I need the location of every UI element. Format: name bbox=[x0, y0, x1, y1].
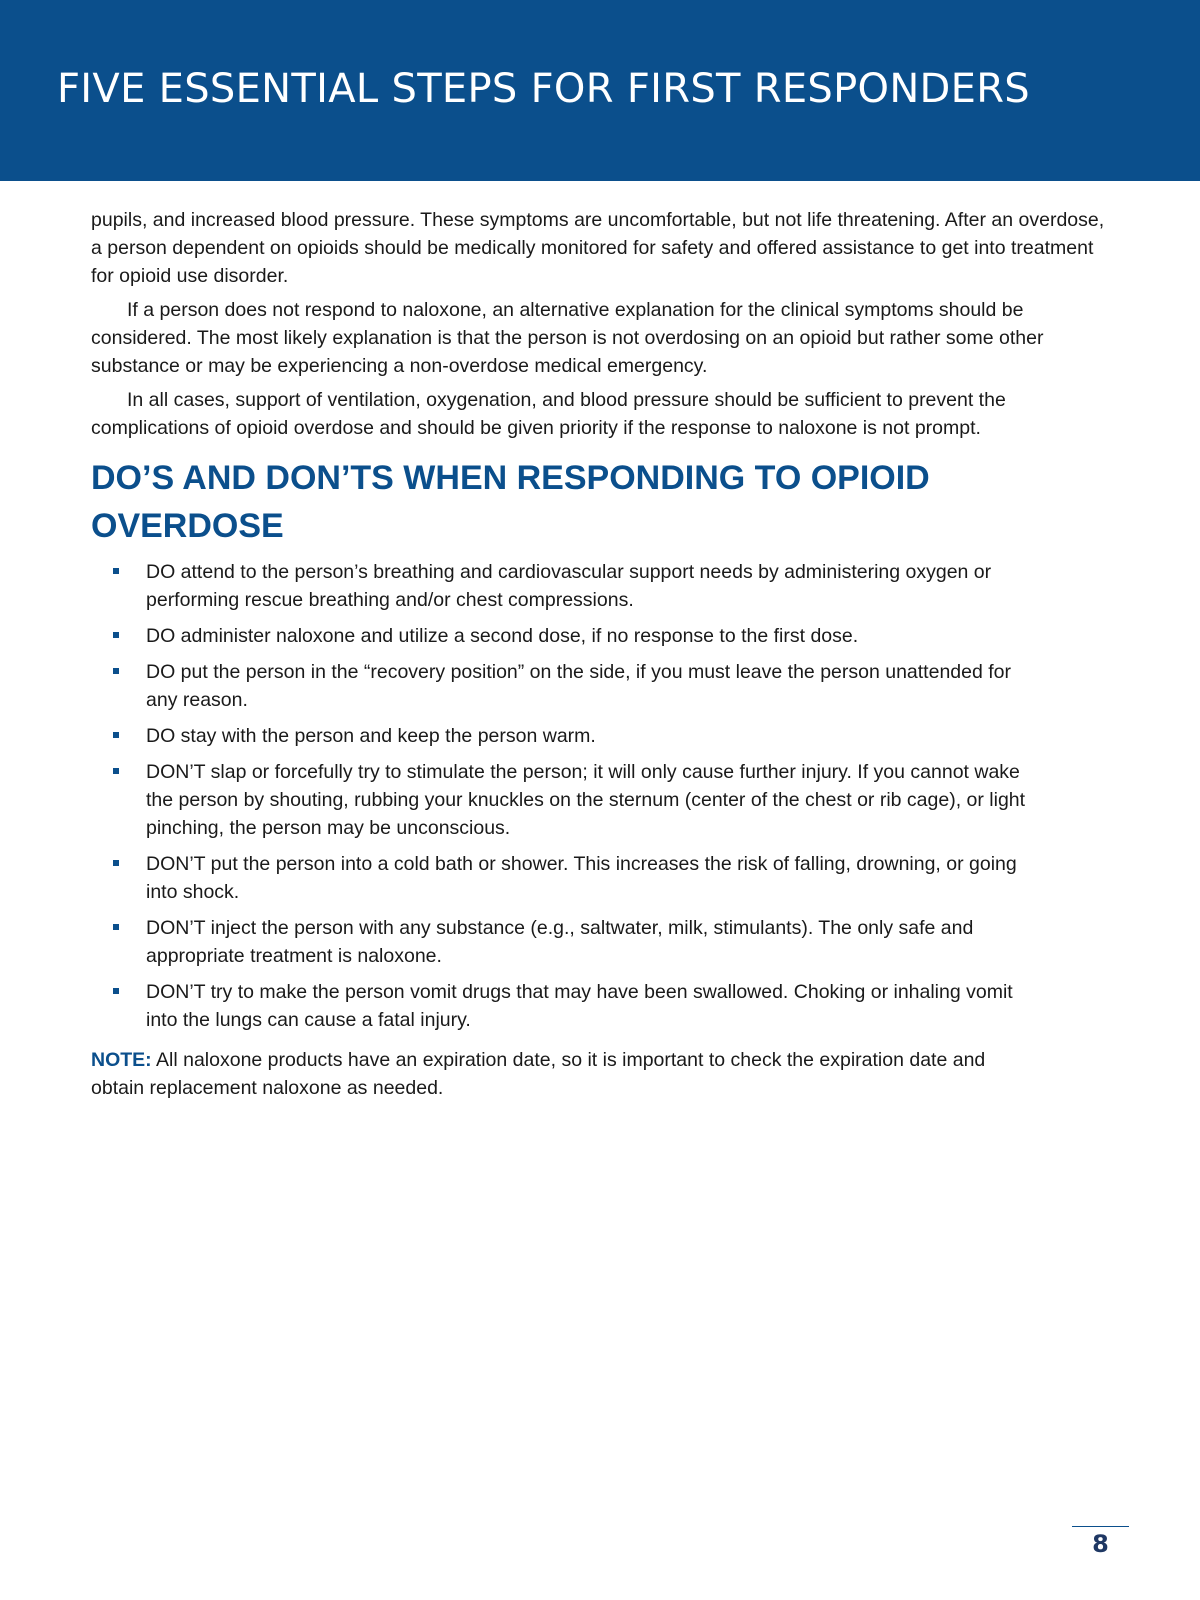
list-item bbox=[91, 914, 1026, 970]
square-bullet-icon bbox=[113, 768, 119, 774]
main-content bbox=[91, 206, 1111, 1102]
note-paragraph bbox=[91, 1046, 1026, 1102]
page-title: FIVE ESSENTIAL STEPS FOR FIRST RESPONDERS bbox=[57, 66, 1031, 112]
list-item-text: DON’T put the person into a cold bath or shower. This increases the risk of falling, drowning, or going into shock. bbox=[146, 853, 1017, 903]
square-bullet-icon bbox=[113, 860, 119, 866]
square-bullet-icon bbox=[113, 568, 119, 574]
header-band bbox=[0, 0, 1200, 181]
list-item bbox=[91, 758, 1026, 842]
section-heading: DO’S AND DON’TS WHEN RESPONDING TO OPIOID OVERDOSE bbox=[91, 459, 930, 545]
square-bullet-icon bbox=[113, 924, 119, 930]
list-item bbox=[91, 722, 1026, 750]
square-bullet-icon bbox=[113, 988, 119, 994]
dos-donts-list bbox=[91, 558, 1111, 1034]
page-number-rule bbox=[1072, 1526, 1129, 1527]
list-item-text: DO put the person in the “recovery position” on the side, if you must leave the person unattended for any reason. bbox=[146, 661, 1011, 711]
note-label: NOTE: bbox=[91, 1049, 152, 1071]
list-item bbox=[91, 850, 1026, 906]
note-text: All naloxone products have an expiration date, so it is important to check the expiration date and obtain replacement naloxone as needed. bbox=[91, 1049, 986, 1099]
paragraph-no-response: If a person does not respond to naloxone, an alternative explanation for the clinical symptoms should be considered. The most likely explanation is that the person is not overdosing on an opioid but rather some other substance or may be experiencing a non-overdose medical emergency. bbox=[91, 299, 1044, 377]
list-item-text: DON’T try to make the person vomit drugs that may have been swallowed. Choking or inhaling vomit into the lungs can cause a fatal injury. bbox=[146, 981, 1013, 1031]
list-item-text: DO attend to the person’s breathing and cardiovascular support needs by administering oxygen or performing rescue breathing and/or chest compressions. bbox=[146, 561, 992, 611]
list-item bbox=[91, 658, 1026, 714]
list-item-text: DON’T slap or forcefully try to stimulate the person; it will only cause further injury. If you cannot wake the person by shouting, rubbing your knuckles on the sternum (center of the chest or rib cage), or light pinching, the person may be unconscious. bbox=[146, 761, 1026, 839]
list-item-text: DO stay with the person and keep the person warm. bbox=[146, 725, 596, 747]
square-bullet-icon bbox=[113, 668, 119, 674]
paragraph-all-cases: In all cases, support of ventilation, oxygenation, and blood pressure should be sufficient to prevent the complications of opioid overdose and should be given priority if the response to naloxone is not prompt. bbox=[91, 389, 1006, 439]
list-item-text: DON’T inject the person with any substance (e.g., saltwater, milk, stimulants). The only safe and appropriate treatment is naloxone. bbox=[146, 917, 974, 967]
list-item bbox=[91, 622, 1026, 650]
list-item bbox=[91, 978, 1026, 1034]
page-number: 8 bbox=[1092, 1530, 1109, 1558]
paragraph-continuation: pupils, and increased blood pressure. These symptoms are uncomfortable, but not life threatening. After an overdose, a person dependent on opioids should be medically monitored for safety and offered assistance to get into treatment for opioid use disorder. bbox=[91, 209, 1105, 287]
square-bullet-icon bbox=[113, 632, 119, 638]
list-item-text: DO administer naloxone and utilize a second dose, if no response to the first dose. bbox=[146, 625, 859, 647]
square-bullet-icon bbox=[113, 732, 119, 738]
list-item bbox=[91, 558, 1026, 614]
